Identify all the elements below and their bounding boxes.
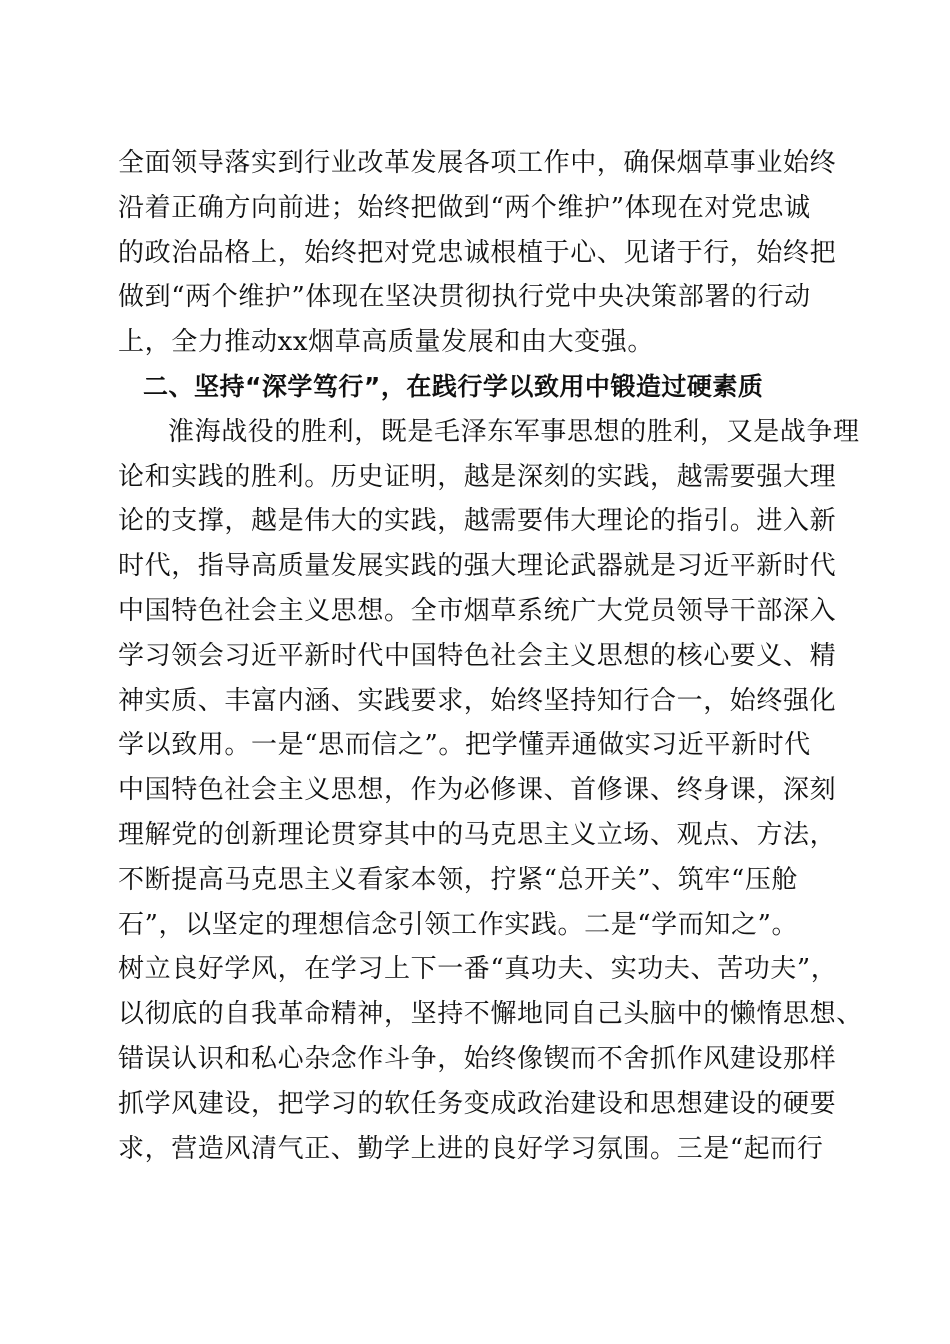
- paragraph-line: 沿着正确方向前进；始终把做到“两个维护”体现在对党忠诚: [118, 192, 811, 223]
- paragraph-line: 论和实践的胜利。历史证明，越是深刻的实践，越需要强大理: [118, 461, 837, 492]
- document-body: [118, 141, 863, 1171]
- paragraph-line: 抓学风建设，把学习的软任务变成政治建设和思想建设的硬要: [118, 1088, 837, 1119]
- paragraph-line: 理解党的创新理论贯穿其中的马克思主义立场、观点、方法，: [118, 819, 837, 850]
- paragraph-line: 错误认识和私心杂念作斗争，始终像锲而不舍抓作风建设那样: [118, 1043, 837, 1074]
- paragraph-line: 的政治品格上，始终把对党忠诚根植于心、见诸于行，始终把: [118, 237, 837, 268]
- paragraph-line: 以彻底的自我革命精神，坚持不懈地同自己头脑中的懒惰思想、: [118, 999, 863, 1030]
- paragraph-line: 中国特色社会主义思想。全市烟草系统广大党员领导干部深入: [118, 595, 837, 626]
- paragraph-line: 树立良好学风，在学习上下一番“真功夫、实功夫、苦功夫”，: [118, 954, 838, 985]
- paragraph-line: 学习领会习近平新时代中国特色社会主义思想的核心要义、精: [118, 640, 837, 671]
- paragraph-line: 不断提高马克思主义看家本领，拧紧“总开关”、筑牢“压舱: [118, 864, 799, 895]
- paragraph-line: 学以致用。一是“思而信之”。把学懂弄通做实习近平新时代: [118, 730, 811, 761]
- paragraph-line: 石”，以坚定的理想信念引领工作实践。二是“学而知之”。: [118, 909, 799, 940]
- paragraph-line: 中国特色社会主义思想，作为必修课、首修课、终身课，深刻: [118, 775, 837, 806]
- paragraph-line: 神实质、丰富内涵、实践要求，始终坚持知行合一，始终强化: [118, 685, 837, 716]
- paragraph-line: 上，全力推动xx烟草高质量发展和由大变强。: [118, 327, 654, 358]
- paragraph-line: 全面领导落实到行业改革发展各项工作中，确保烟草事业始终: [118, 148, 837, 178]
- paragraph-line: 做到“两个维护”体现在坚决贯彻执行党中央决策部署的行动: [118, 282, 811, 313]
- paragraph-line: 时代，指导高质量发展实践的强大理论武器就是习近平新时代: [118, 551, 837, 582]
- paragraph-line: 论的支撑，越是伟大的实践，越需要伟大理论的指引。进入新: [118, 506, 837, 537]
- paragraph-line: 淮海战役的胜利，既是毛泽东军事思想的胜利，又是战争理: [168, 416, 860, 447]
- paragraph-line: 求，营造风清气正、勤学上进的良好学习氛围。三是“起而行: [118, 1133, 824, 1164]
- section-heading: 二、坚持“深学笃行”，在践行学以致用中锻造过硬素质: [143, 371, 764, 401]
